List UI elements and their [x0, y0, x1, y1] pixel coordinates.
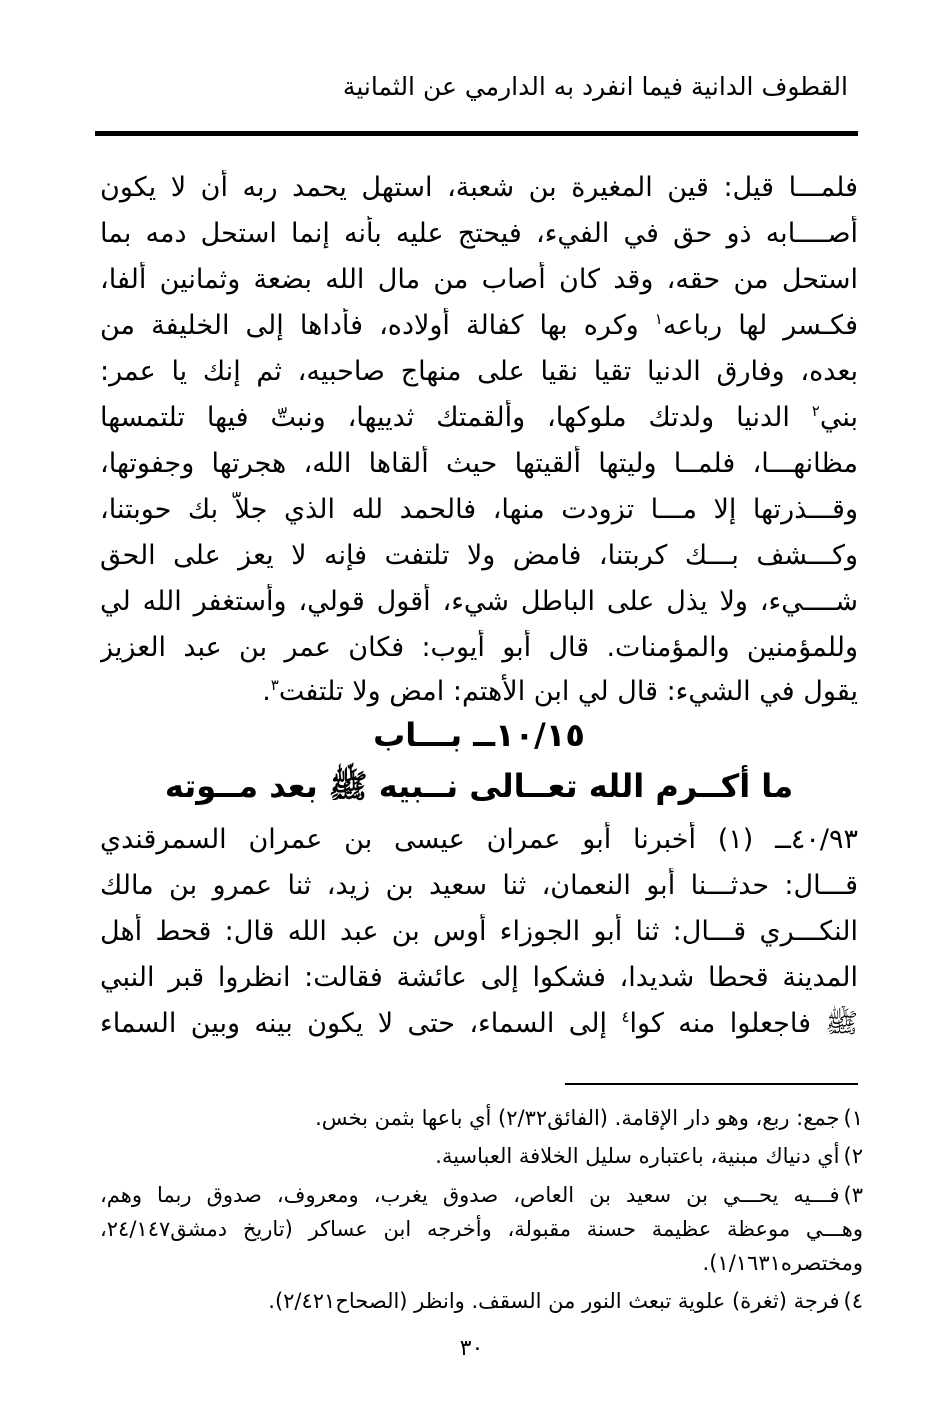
- footnote-3-line-2: وهـــي موعظة عظيمة حسنة مقبولة، وأخرجه ابن عساكر (تاريخ دمشق٢٤/١٤٧،: [100, 1217, 863, 1241]
- footnote-2-number: ٢): [843, 1144, 863, 1168]
- body-line-3: استحل من حقه، وقد كان أصاب من مال الله بضعة وثمانين ألفا،: [100, 264, 858, 295]
- footnote-4-number: ٤): [843, 1289, 863, 1313]
- body-line-10: شــــيء، ولا يذل على الباطل شيء، أقول قولي، وأستغفر الله لي: [100, 586, 858, 617]
- hadith-line-2: قـــال: حدثـــنا أبو النعمان، ثنا سعيد بن زيد، ثنا عمرو بن مالك: [100, 870, 858, 901]
- body-line-12: يقول في الشيء: قال لي ابن الأهتم: امض ولا تلتفت$^٣$.: [262, 676, 858, 707]
- footnote-2: [100, 1141, 863, 1173]
- running-head: القطوف الدانية فيما انفرد به الدارمي عن الثمانية: [342, 72, 848, 101]
- body-line-2: أصــــابه ذو حق في الفيء، فيحتج عليه بأنه إنما استحل دمه بما: [100, 218, 858, 249]
- hadith-line-5-head: ﷺ فاجعلوا منه كوا: [629, 1008, 858, 1039]
- body-line-7: مظانهـــا، فلمــا وليتها ألقيتها حيث ألقاها الله، هجرتها وجفوتها،: [100, 448, 858, 479]
- footnote-2-text: أي دنياك مبنية، باعتباره سليل الخلافة العباسية.: [435, 1144, 840, 1168]
- hadith-line-3: النكـــري قـــال: ثنا أبو الجوزاء أوس بن عبد الله قال: قحط أهل: [100, 916, 858, 947]
- footnote-marker-1: ١: [654, 310, 663, 328]
- header-rule: [95, 131, 858, 136]
- footnote-4-text: فرجة (ثغرة) علوية تبعث النور من السقف. وانظر (الصحاح٢/٤٢١).: [268, 1289, 840, 1313]
- body-line-1: فلمـــا قيل: قين المغيرة بن شعبة، استهل يحمد ربه أن لا يكون: [100, 172, 858, 203]
- footnote-3-text: فـــيه يحـــي بن سعيد بن العاص، صدوق يغرب، ومعروف، صدوق ربما وهم،: [100, 1183, 840, 1207]
- hadith-line-1: ٤٠/٩٣ــ (١) أخبرنا أبو عمران عيسى بن عمران السمرقندي: [100, 824, 858, 855]
- footnote-marker-4: ٤: [621, 1008, 630, 1026]
- hadith-line-5-tail: إلى السماء، حتى لا يكون بينه وبين السماء: [100, 1008, 622, 1039]
- footnote-4: [100, 1286, 863, 1318]
- page-number: ٣٠: [459, 1336, 484, 1361]
- footnote-marker-3: ٣: [270, 676, 279, 694]
- section-number-heading: ١٠/١٥ــ بـــاب: [373, 716, 585, 754]
- hadith-line-5: [100, 1006, 858, 1046]
- body-line-11: وللمؤمنين والمؤمنات. قال أبو أيوب: فكان عمر بن عبد العزيز: [100, 632, 858, 663]
- footnote-3-number: ٣): [843, 1183, 863, 1207]
- body-line-4: [100, 308, 858, 348]
- body-line-12-text: يقول في الشيء: قال لي ابن الأهتم: امض ولا تلتفت: [278, 676, 858, 707]
- footnote-1-text: جمع: ربع، وهو دار الإقامة. (الفائق٢/٣٢) أي باعها بثمن بخس.: [315, 1106, 840, 1130]
- body-line-9: وكـــشف بـــك كربتنا، فامض ولا تلتفت فإنه لا يعز على الحق: [100, 540, 858, 571]
- footnote-3: [100, 1180, 863, 1212]
- body-line-8: وقـــذرتها إلا مـــا تزودت منها، فالحمد لله الذي جلاّ بك حوبتنا،: [100, 494, 858, 525]
- hadith-line-4: المدينة قحطا شديدا، فشكوا إلى عائشة فقالت: انظروا قبر النبي: [100, 962, 858, 993]
- footnote-marker-2: ٢: [811, 402, 820, 420]
- footnote-separator: [565, 1083, 858, 1085]
- footnote-3-line-3: ومختصره١/١٦٣١).: [702, 1251, 863, 1275]
- body-line-6-head: بني: [819, 402, 858, 433]
- body-line-4-tail: وكره بها كفالة أولاده، فأداها إلى الخليفة من: [100, 310, 655, 341]
- body-line-6: [100, 400, 858, 440]
- footnote-1-number: ١): [843, 1106, 863, 1130]
- body-line-4-head: فكـسر لها رباعه: [662, 310, 858, 341]
- body-line-6-tail: الدنيا ولدتك ملوكها، وألقمتك ثدييها، ونبتّ فيها تلتمسها: [100, 402, 812, 433]
- footnote-1: [100, 1103, 863, 1135]
- body-line-5: بعده، وفارق الدنيا تقيا نقيا على منهاج صاحبيه، ثم إنك يا عمر:: [100, 356, 858, 387]
- chapter-title: ما أكــرم الله تعــالى نــبيه ﷺ بعد مــوته: [164, 767, 794, 805]
